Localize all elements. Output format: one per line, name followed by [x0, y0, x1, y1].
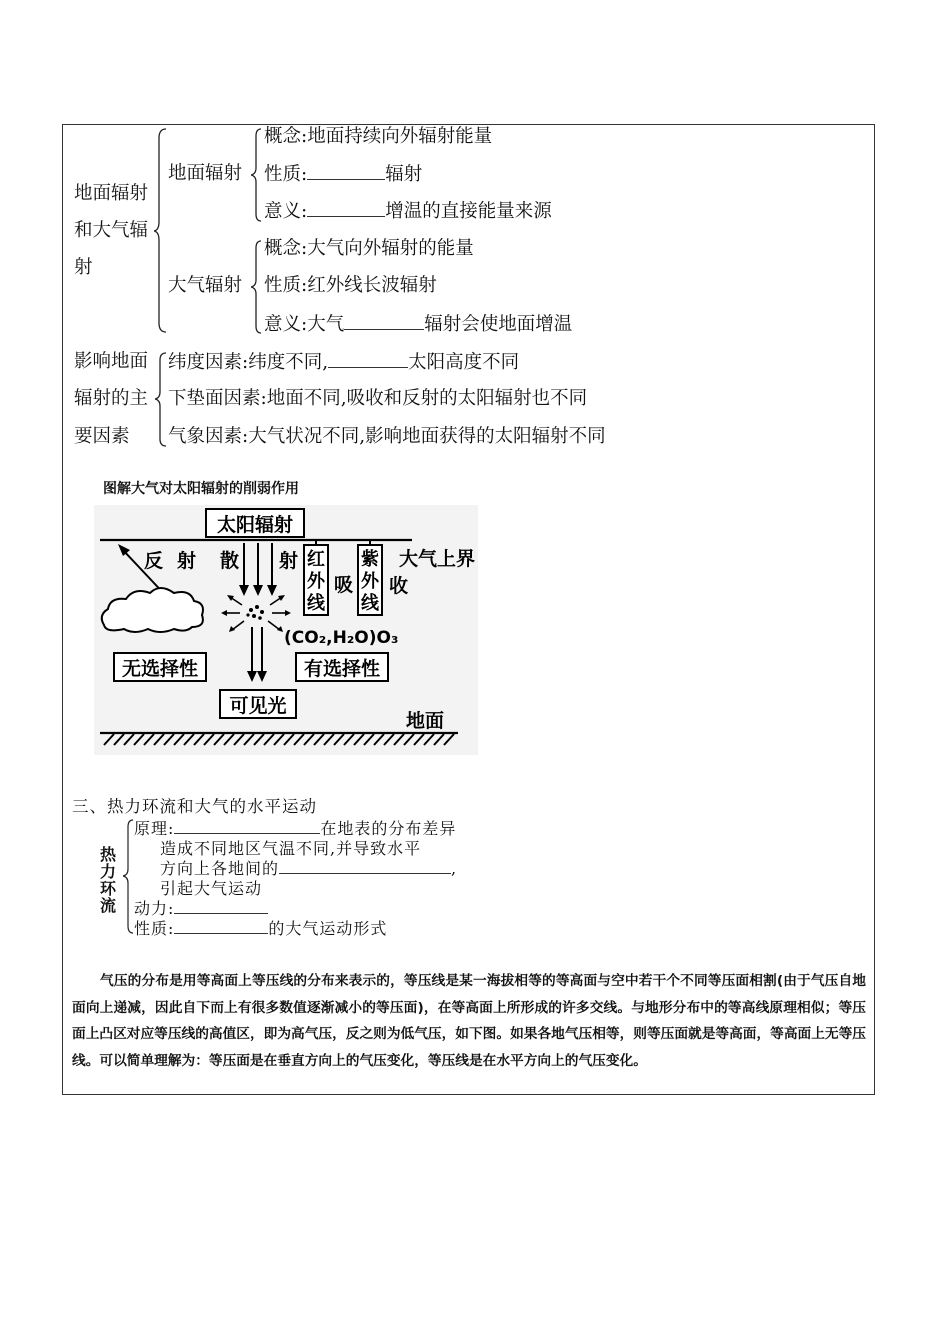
- figure-caption: 图解大气对太阳辐射的削弱作用: [103, 481, 299, 497]
- principle-line: 原理: 在地表的分布差异: [134, 819, 457, 838]
- selective-label: 有选择性: [303, 658, 381, 680]
- ground-radiation-label: 地面辐射: [168, 163, 243, 184]
- absorb1-label: 吸: [334, 574, 354, 596]
- section2-title-line2: 辐射的主: [74, 388, 149, 409]
- infrared-char3: 线: [307, 593, 325, 614]
- atmos-radiation-label: 大气辐射: [168, 275, 243, 296]
- latitude-blank[interactable]: [328, 351, 408, 368]
- ground-radiation-brace: [251, 128, 263, 223]
- section2-title-line1: 影响地面: [74, 351, 149, 372]
- principle-line4: 引起大气运动: [160, 879, 263, 898]
- weather-factor: 气象因素:大气状况不同,影响地面获得的太阳辐射不同: [168, 426, 606, 447]
- atmosphere-weakening-figure: [94, 505, 478, 755]
- atmos-nature: 性质:红外线长波辐射: [264, 275, 437, 296]
- scatter2-label: 射: [279, 550, 299, 572]
- visible-light-label: 可见光: [229, 695, 287, 717]
- principle-line3: 方向上各地间的 ,: [160, 859, 458, 878]
- scatter1-label: 散: [220, 550, 240, 572]
- principle-blank[interactable]: [174, 819, 320, 834]
- section3-heading: 三、热力环流和大气的水平运动: [72, 797, 317, 816]
- atmos-radiation-brace: [251, 240, 263, 335]
- reflect1-label: 反: [144, 550, 164, 572]
- section2-brace: [155, 352, 168, 448]
- gases-label: (CO₂,H₂O)O₃: [284, 628, 399, 648]
- section1-title-line2: 和大气辐: [74, 220, 149, 241]
- uv-char1: 紫: [361, 549, 379, 570]
- atmos-meaning: 意义:大气 辐射会使地面增温: [264, 314, 573, 335]
- pressure-difference-blank[interactable]: [279, 859, 451, 874]
- nature-blank[interactable]: [174, 919, 268, 934]
- atmos-concept: 概念:大气向外辐射的能量: [264, 238, 474, 259]
- section1-brace: [154, 128, 168, 333]
- absorb2-label: 收: [389, 575, 409, 597]
- infrared-char1: 红: [307, 549, 325, 570]
- section2-title-line3: 要因素: [74, 426, 130, 447]
- reflect2-label: 射: [177, 550, 197, 572]
- principle-line2: 造成不同地区气温不同,并导致水平: [160, 839, 422, 858]
- surface-factor: 下垫面因素:地面不同,吸收和反射的太阳辐射也不同: [168, 388, 588, 409]
- top-atmos-label: 大气上界: [399, 548, 476, 570]
- infrared-char2: 外: [307, 571, 325, 592]
- atmos-meaning-blank[interactable]: [344, 313, 424, 330]
- nature-line: 性质: 的大气运动形式: [134, 919, 388, 938]
- uv-char2: 外: [361, 571, 379, 592]
- ground-nature-blank[interactable]: [307, 163, 385, 180]
- nonselective-label: 无选择性: [121, 658, 199, 680]
- force-line: 动力:: [134, 896, 268, 919]
- sun-label: 太阳辐射: [216, 514, 294, 536]
- uv-char3: 线: [361, 593, 379, 614]
- section3-vertical-title: 热 力 环 流: [99, 845, 116, 915]
- ground-nature: 性质: 辐射: [264, 164, 423, 185]
- pressure-explanation-paragraph: 气压的分布是用等高面上等压线的分布来表示的，等压线是某一海拔相等的等高面与空中若干个不同等压面相割(由于气压自地面向上递减，因此自下而上有很多数值逐渐减小的等压面)，在等高面上所形成的许多交线。与地形分布中的等高线原理相似；等压面上凸区对应等压线的高值区，即为高气压，反之则为低气压，如下图。如果各地气压相等，则等压面就是等高面，等高面上无等压线。可以简单理解为：等压面是在垂直方向上的气压变化，等压线是在水平方向上的气压变化。: [72, 973, 866, 1069]
- ground-label: 地面: [406, 710, 445, 732]
- section1-title-line1: 地面辐射: [74, 183, 149, 204]
- force-blank[interactable]: [174, 899, 268, 914]
- section1-title-line3: 射: [74, 257, 93, 278]
- ground-meaning-blank[interactable]: [307, 200, 385, 217]
- ground-concept: 概念:地面持续向外辐射能量: [264, 126, 493, 147]
- ground-meaning: 意义: 增温的直接能量来源: [264, 201, 552, 222]
- latitude-factor: 纬度因素:纬度不同, 太阳高度不同: [168, 352, 520, 373]
